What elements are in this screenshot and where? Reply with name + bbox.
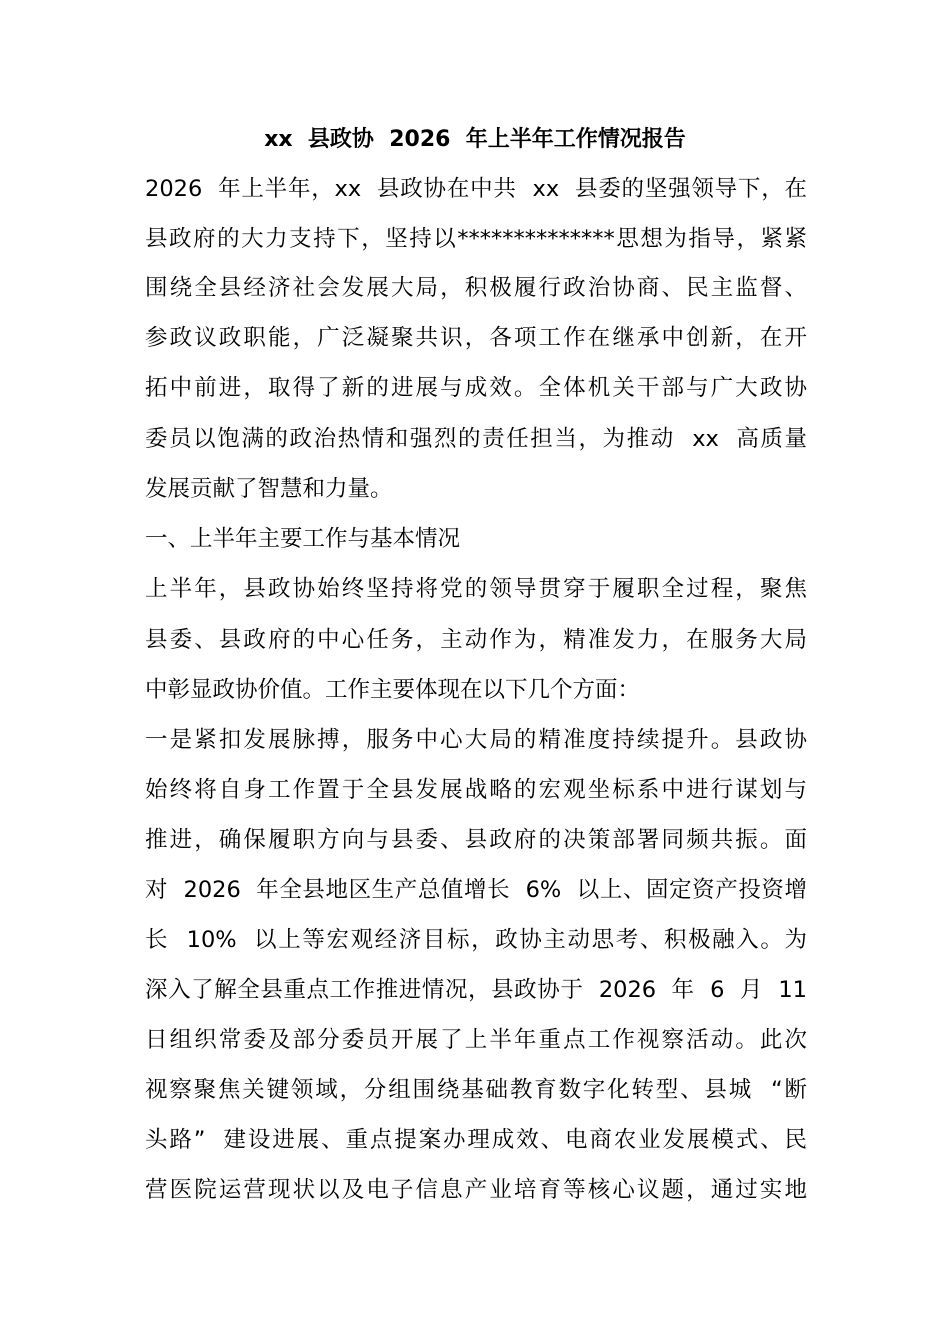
paragraph-line: 始终将自身工作置于全县发展战略的宏观坐标系中进行谋划与 <box>145 777 807 803</box>
document-title: xx 县政协 2026 年上半年工作情况报告 <box>264 127 686 152</box>
paragraph-line: 对 2026 年全县地区生产总值增长 6% 以上、固定资产投资增 <box>145 877 807 903</box>
paragraph-line: 县政府的大力支持下，坚持以**************思想为指导，紧紧 <box>145 226 807 252</box>
paragraph-line: 深入了解全县重点工作推进情况，县政协于 2026 年 6 月 11 <box>145 977 807 1003</box>
paragraph-line: 营医院运营现状以及电子信息产业培育等核心议题，通过实地 <box>145 1177 807 1203</box>
paragraph-line: 日组织常委及部分委员开展了上半年重点工作视察活动。此次 <box>145 1027 807 1053</box>
paragraph-line: 委员以饱满的政治热情和强烈的责任担当，为推动 xx 高质量 <box>145 426 807 452</box>
paragraph-line: 视察聚焦关键领域，分组围绕基础教育数字化转型、县城 “断 <box>145 1077 807 1103</box>
paragraph-line: 县委、县政府的中心任务，主动作为，精准发力，在服务大局 <box>145 627 807 653</box>
paragraph-line: 上半年，县政协始终坚持将党的领导贯穿于履职全过程，聚焦 <box>145 576 807 602</box>
paragraph-line: 拓中前进，取得了新的进展与成效。全体机关干部与广大政协 <box>145 375 807 401</box>
paragraph-line: 头路” 建设进展、重点提案办理成效、电商农业发展模式、民 <box>145 1127 807 1153</box>
section-heading: 一、上半年主要工作与基本情况 <box>145 526 461 552</box>
paragraph-line: 中彰显政协价值。工作主要体现在以下几个方面： <box>145 677 641 703</box>
paragraph-line: 长 10% 以上等宏观经济目标，政协主动思考、积极融入。为 <box>145 927 807 953</box>
paragraph-line: 推进，确保履职方向与县委、县政府的决策部署同频共振。面 <box>145 827 807 853</box>
paragraph-line: 围绕全县经济社会发展大局，积极履行政治协商、民主监督、 <box>145 275 807 301</box>
paragraph-line: 参政议政职能，广泛凝聚共识，各项工作在继承中创新，在开 <box>145 325 807 351</box>
paragraph-line: 一是紧扣发展脉搏，服务中心大局的精准度持续提升。县政协 <box>145 727 807 753</box>
paragraph-line: 2026 年上半年，xx 县政协在中共 xx 县委的坚强领导下，在 <box>145 176 807 202</box>
paragraph-line: 发展贡献了智慧和力量。 <box>145 476 393 502</box>
